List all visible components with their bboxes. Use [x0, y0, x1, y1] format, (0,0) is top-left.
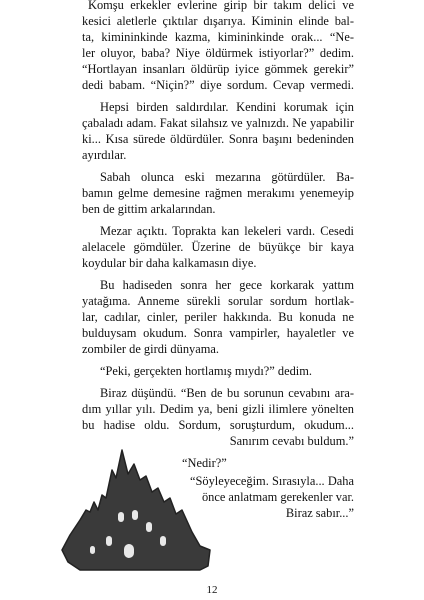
page-number: 12: [206, 584, 218, 596]
text-line: koydular bir daha kalkamasın diye.: [82, 256, 257, 270]
text-line: “Hortlayan insanları öldürüp iyice gömmek gerekir”: [82, 62, 354, 76]
text-line: Bu hadiseden sonra her gece korkarak yattım: [100, 278, 354, 292]
text-line: “Nedir?”: [182, 456, 227, 470]
text-line: Mezar açıktı. Toprakta kan lekeleri vardı. Cesedi: [100, 224, 354, 238]
text-line: Biraz düşündü. “Ben de bu sorunun cevabını ara-: [100, 386, 354, 400]
text-line: ayırdılar.: [82, 148, 127, 162]
text-line: zombiler de girdi dünyama.: [82, 342, 219, 356]
text-line: “Söyleyeceğim. Sırasıyla... Daha: [190, 474, 354, 488]
text-line: ta, kimininkinde kazma, kimininkinde orak... “Ne-: [82, 30, 354, 44]
text-line: Sanırım cevabı buldum.”: [229, 434, 354, 448]
text-line: bamın gelme demesine rağmen merakımı yenemeyip: [82, 186, 354, 200]
text-line: “Peki, gerçekten hortlamış mıydı?” dedim.: [100, 364, 312, 378]
text-line: yatağıma. Anneme sürekli sorular sordum hortlak-: [82, 294, 354, 308]
text-line: ki... Kısa sürede öldürdüler. Sonra başını bedeninden: [82, 132, 354, 146]
text-line: Hepsi birden saldırdılar. Kendini korumak için: [100, 100, 354, 114]
text-line: ler oluyor, baba? Niye öldürmek istiyorlar?” dedim.: [82, 46, 354, 60]
text-line: alelacele gömdüler. Üzerine de büyükçe bir kaya: [82, 240, 354, 254]
text-line: ben de gittim arkalarından.: [82, 202, 216, 216]
text-line: lar, cadılar, cinler, periler hakkında. Bu konuda ne: [82, 310, 354, 324]
text-line: Sabah olunca eski mezarına götürdüler. Ba-: [100, 170, 354, 184]
haunted-castle-illustration: [60, 440, 212, 572]
text-line: Biraz sabır...”: [285, 506, 354, 520]
text-line: önce anlatmam gerekenler var.: [201, 490, 354, 504]
text-line: bu hadise oldu. Sordum, soruşturdum, okudum...: [82, 418, 354, 432]
text-line: kesici aletlerle çıktılar dışarıya. Kiminin elinde bal-: [82, 14, 354, 28]
text-line: Komşu erkekler evlerine girip bir takım delici ve: [88, 0, 354, 12]
text-line: çabaladı adam. Fakat silahsız ve yalnızdı. Ne yapabilir: [82, 116, 354, 130]
text-line: dım yıllar yılı. Dedim ya, beni gizli ilimlere yönelten: [82, 402, 354, 416]
text-line: bulduysam okudum. Sonra vampirler, hayaletler ve: [82, 326, 354, 340]
text-line: dedi babam. “Niçin?” diye sordum. Cevap vermedi.: [82, 78, 354, 92]
